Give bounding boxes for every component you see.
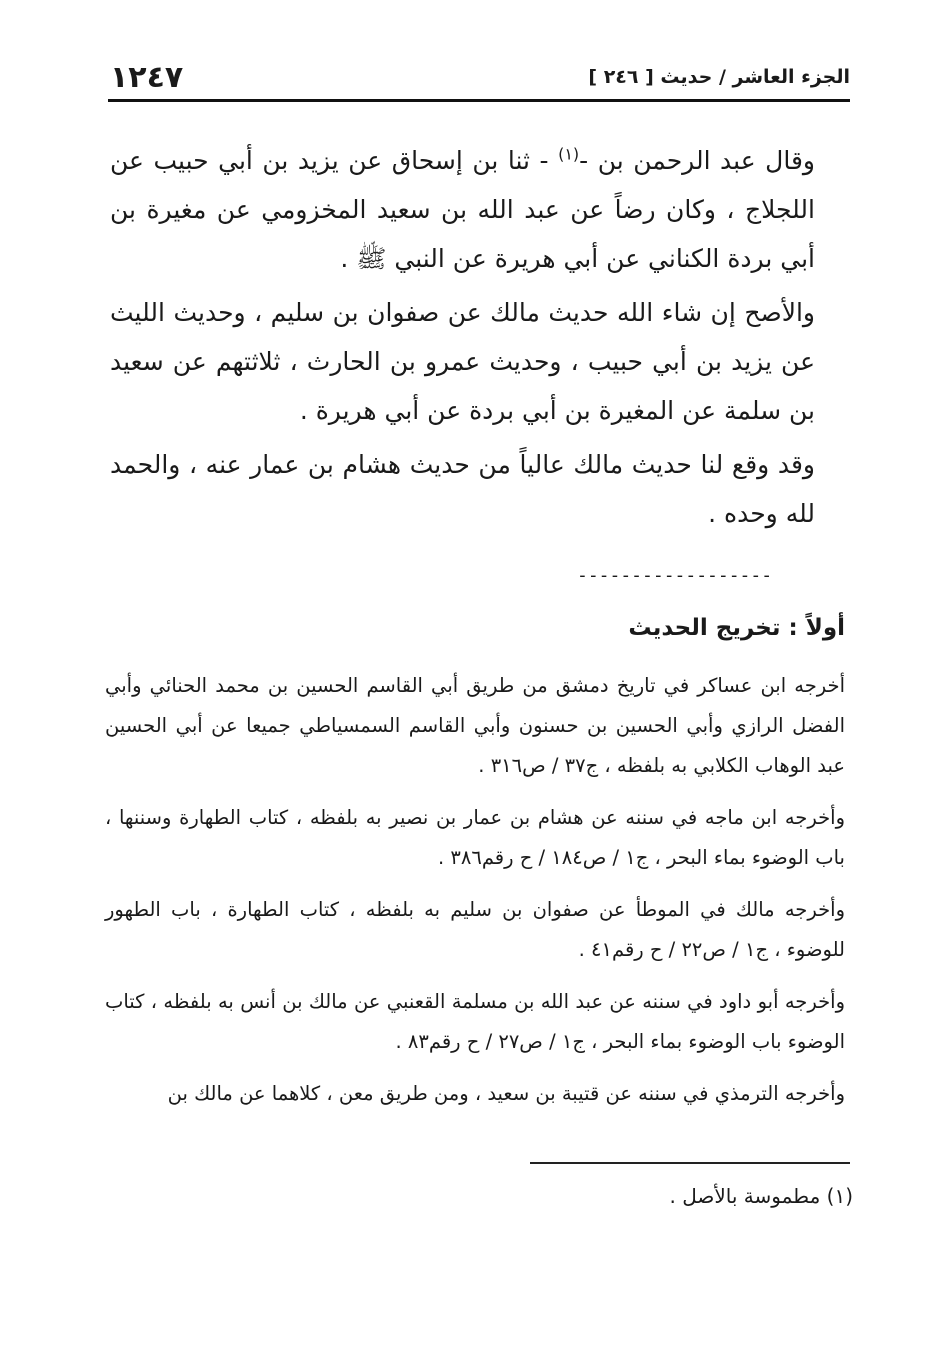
main-paragraph-text: وقال عبد الرحمن بن - (579, 146, 815, 175)
footnote: (١) مطموسة بالأصل . (669, 1184, 853, 1208)
page-number: ١٢٤٧ (110, 60, 184, 95)
main-paragraph: والأصح إن شاء الله حديث مالك عن صفوان بن سليم ، وحديث الليث عن يزيد بن أبي حبيب ، وحديث عمرو بن الحارث ، ثلاثتهم عن سعيد بن سلمة عن المغيرة بن أبي بردة عن أبي هريرة . (110, 298, 815, 425)
takhrij-section (105, 666, 845, 1126)
main-text (110, 136, 815, 543)
footnote-rule (530, 1162, 850, 1164)
takhrij-paragraph: وأخرجه أبو داود في سننه عن عبد الله بن مسلمة القعنبي عن مالك بن أنس به بلفظه ، كتاب الوضوء باب الوضوء بماء البحر ، ج١ / ص٢٧ / ح رقم٨٣ . (105, 990, 845, 1053)
section-separator: ------------------ (577, 565, 773, 586)
running-head: الجزء العاشر / حديث [ ٢٤٦ ] (588, 66, 850, 88)
takhrij-paragraph: وأخرجه الترمذي في سننه عن قتيبة بن سعيد ، ومن طريق معن ، كلاهما عن مالك بن (167, 1082, 845, 1105)
page-header (110, 58, 850, 100)
main-paragraph: وقد وقع لنا حديث مالك عالياً من حديث هشام بن عمار عنه ، والحمد لله وحده . (110, 450, 815, 528)
takhrij-paragraph: وأخرجه مالك في الموطأ عن صفوان بن سليم به بلفظه ، كتاب الطهارة ، باب الطهور للوضوء ، ج١ / ص٢٢ / ح رقم٤١ . (105, 898, 845, 961)
footnote-marker: (١) (558, 144, 580, 164)
header-rule (108, 99, 850, 102)
main-paragraph (110, 136, 815, 283)
main-paragraph-text: - ثنا بن إسحاق عن يزيد بن أبي حبيب عن اللجلاج ، وكان رضاً عن عبد الله بن سعيد المخزومي عن مغيرة بن أبي بردة الكناني عن أبي هريرة عن النبي ﷺ . (110, 146, 815, 273)
takhrij-paragraph: وأخرجه ابن ماجه في سننه عن هشام بن عمار بن نصير به بلفظه ، كتاب الطهارة وسننها ، باب الوضوء بماء البحر ، ج١ / ص١٨٤ / ح رقم٣٨٦ . (105, 806, 845, 869)
section-title: أولاً : تخريج الحديث (628, 615, 845, 641)
takhrij-paragraph: أخرجه ابن عساكر في تاريخ دمشق من طريق أبي القاسم الحسين بن محمد الحنائي وأبي الفضل الرازي وأبي الحسين بن حسنون وأبي القاسم السمسياطي جميعا عن أبي الحسين عبد الوهاب الكلابي به بلفظه ، ج٣٧ / ص٣١٦ . (105, 674, 845, 777)
